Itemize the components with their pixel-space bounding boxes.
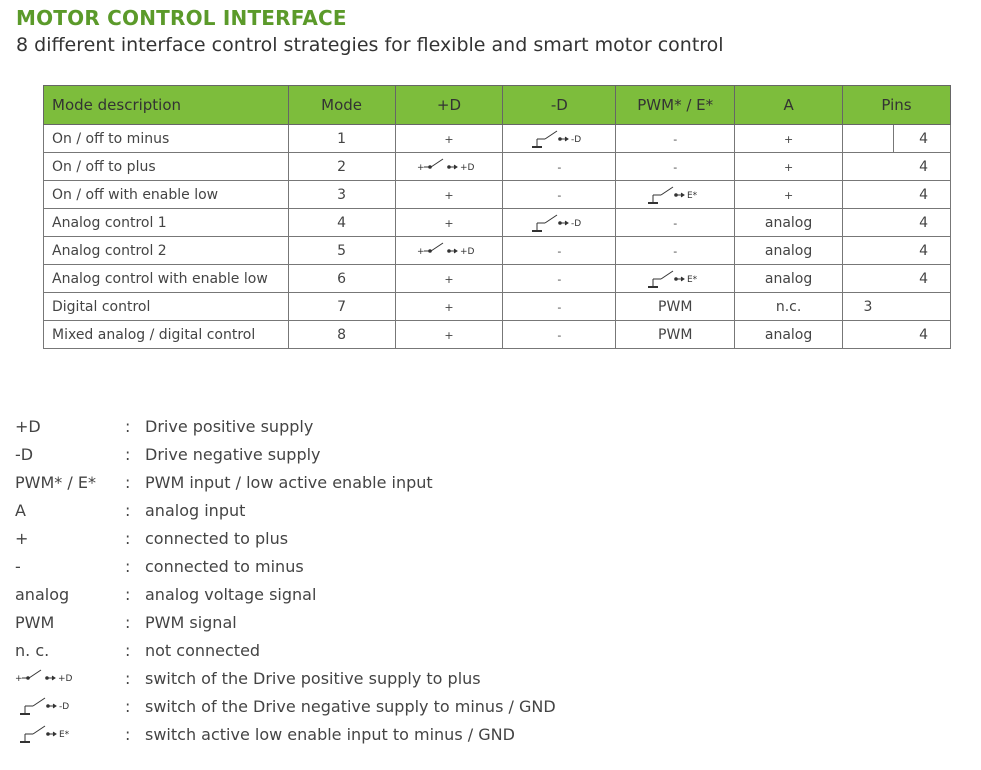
pins-split	[843, 153, 950, 180]
legend-description: switch active low enable input to minus / GND	[145, 724, 515, 744]
pins-right-value: 4	[919, 270, 928, 287]
legend-item	[15, 608, 556, 636]
cell-plus-d	[395, 125, 503, 153]
cell-plus-d	[395, 321, 503, 349]
pins-left-value: 3	[863, 298, 873, 315]
legend-description: analog voltage signal	[145, 584, 317, 604]
pins-split	[843, 237, 950, 264]
switch-plus-icon	[417, 243, 481, 259]
legend-item	[15, 440, 556, 468]
cell-plus-d-value: +	[444, 272, 454, 286]
legend-description: Drive positive supply	[145, 416, 314, 436]
switch-minus-icon	[15, 696, 79, 715]
switch-minus-icon	[527, 215, 591, 231]
cell-a-value: +	[783, 188, 794, 202]
cell-plus-d	[395, 181, 503, 209]
svg-text:-D: -D	[571, 218, 582, 229]
pins-right-value: 4	[919, 326, 928, 343]
cell-pwm-e	[616, 181, 735, 209]
cell-minus-d	[503, 265, 616, 293]
cell-minus-d	[503, 293, 616, 321]
cell-plus-d	[395, 293, 503, 321]
legend-colon: :	[125, 556, 131, 576]
table-row	[44, 209, 951, 237]
svg-text:E*: E*	[687, 190, 698, 201]
cell-minus-d-value: -	[557, 272, 562, 286]
cell-pwm-e-value: -	[673, 132, 678, 146]
col-header-plus-d: +D	[395, 86, 503, 125]
cell-pins	[843, 209, 951, 237]
page-subtitle: 8 different interface control strategies for flexible and smart motor control	[16, 34, 724, 56]
pins-split	[843, 293, 950, 320]
cell-plus-d-value: +	[444, 188, 454, 202]
legend-item	[15, 496, 556, 524]
cell-description: On / off to minus	[44, 125, 289, 153]
cell-minus-d-value: -	[557, 300, 562, 314]
col-header-pins: Pins	[843, 86, 951, 125]
cell-a-value: analog	[764, 242, 813, 259]
cell-pwm-e-value: -	[673, 244, 678, 258]
legend-description: connected to minus	[145, 556, 304, 576]
cell-minus-d	[503, 237, 616, 265]
pins-right-value: 4	[919, 130, 928, 147]
legend-description: switch of the Drive negative supply to minus / GND	[145, 696, 556, 716]
cell-pins	[843, 265, 951, 293]
table-row	[44, 153, 951, 181]
cell-pwm-e	[616, 237, 735, 265]
pins-split	[843, 181, 950, 208]
pins-right-value: 4	[919, 214, 928, 231]
cell-description: On / off to plus	[44, 153, 289, 181]
cell-pins	[843, 293, 951, 321]
legend-item	[15, 692, 556, 720]
cell-minus-d-value: -	[557, 160, 562, 174]
cell-a-value: +	[783, 132, 794, 146]
cell-plus-d	[395, 209, 503, 237]
cell-plus-d-value: +	[444, 216, 454, 230]
col-header-mode: Mode	[288, 86, 395, 125]
legend-colon: :	[125, 528, 131, 548]
cell-a	[735, 125, 843, 153]
cell-plus-d	[395, 237, 503, 265]
cell-description: Digital control	[44, 293, 289, 321]
cell-plus-d	[395, 153, 503, 181]
cell-description: Analog control 1	[44, 209, 289, 237]
legend-colon: :	[125, 584, 131, 604]
cell-pins	[843, 125, 951, 153]
col-header-pwm-e: PWM* / E*	[616, 86, 735, 125]
cell-minus-d-value: -	[557, 244, 562, 258]
svg-text:-D: -D	[571, 134, 582, 145]
cell-pwm-e	[616, 125, 735, 153]
legend-colon: :	[125, 416, 131, 436]
cell-plus-d-value: +	[444, 300, 454, 314]
legend-description: PWM signal	[145, 612, 237, 632]
cell-plus-d-value: +	[444, 132, 454, 146]
switch-minus-icon	[527, 131, 591, 147]
cell-a	[735, 293, 843, 321]
pins-split	[843, 265, 950, 292]
svg-text:+: +	[15, 674, 23, 684]
cell-minus-d-value: -	[557, 188, 562, 202]
legend-colon: :	[125, 696, 131, 716]
cell-a	[735, 153, 843, 181]
svg-text:+: +	[416, 162, 425, 173]
legend-item	[15, 580, 556, 608]
cell-a	[735, 237, 843, 265]
legend-description: not connected	[145, 640, 261, 660]
cell-minus-d	[503, 125, 616, 153]
legend-colon: :	[125, 472, 131, 492]
cell-pwm-e	[616, 153, 735, 181]
cell-a-value: +	[783, 160, 794, 174]
svg-text:E*: E*	[687, 274, 698, 285]
table-row	[44, 237, 951, 265]
cell-mode: 6	[288, 265, 395, 293]
cell-plus-d-value: +	[444, 328, 454, 342]
table-row	[44, 125, 951, 153]
cell-mode: 3	[288, 181, 395, 209]
legend-key: -	[15, 556, 21, 576]
cell-mode: 2	[288, 153, 395, 181]
cell-mode: 4	[288, 209, 395, 237]
table-row	[44, 321, 951, 349]
cell-minus-d	[503, 321, 616, 349]
legend-item	[15, 524, 556, 552]
legend-description: connected to plus	[145, 528, 289, 548]
svg-text:+D: +D	[459, 162, 475, 173]
legend-colon: :	[125, 444, 131, 464]
cell-a-value: analog	[764, 270, 813, 287]
col-header-a: A	[735, 86, 843, 125]
cell-pwm-e-value: PWM	[658, 326, 693, 343]
cell-mode: 1	[288, 125, 395, 153]
pins-right-value: 4	[919, 158, 928, 175]
cell-a	[735, 181, 843, 209]
svg-text:+: +	[416, 246, 425, 257]
table-row	[44, 181, 951, 209]
pins-right-value: 4	[919, 242, 928, 259]
cell-pwm-e	[616, 321, 735, 349]
legend-item	[15, 664, 556, 692]
legend	[15, 412, 556, 748]
col-header-description: Mode description	[44, 86, 289, 125]
legend-colon: :	[125, 500, 131, 520]
cell-pins	[843, 181, 951, 209]
svg-text:+D: +D	[459, 246, 475, 257]
svg-text:E*: E*	[59, 730, 70, 740]
legend-colon: :	[125, 724, 131, 744]
pins-split	[843, 209, 950, 236]
legend-key: PWM	[15, 612, 55, 632]
legend-key: +	[15, 528, 29, 548]
cell-description: Analog control 2	[44, 237, 289, 265]
cell-mode: 7	[288, 293, 395, 321]
col-header-minus-d: -D	[503, 86, 616, 125]
cell-a-value: n.c.	[775, 298, 802, 315]
switch-enable-icon	[643, 187, 707, 203]
switch-enable-icon	[643, 271, 707, 287]
cell-a	[735, 209, 843, 237]
mode-table	[43, 85, 951, 349]
legend-key: +D	[15, 416, 41, 436]
svg-text:-D: -D	[59, 702, 70, 712]
pins-split	[843, 125, 950, 152]
page-title: MOTOR CONTROL INTERFACE	[16, 6, 347, 30]
pins-split	[843, 321, 950, 348]
pins-right-value: 4	[919, 186, 928, 203]
switch-plus-icon	[417, 159, 481, 175]
cell-a	[735, 321, 843, 349]
table-row	[44, 293, 951, 321]
cell-pins	[843, 321, 951, 349]
cell-pwm-e	[616, 293, 735, 321]
legend-key	[15, 695, 125, 717]
legend-key: analog	[15, 584, 70, 604]
cell-pwm-e-value: PWM	[658, 298, 693, 315]
cell-description: Mixed analog / digital control	[44, 321, 289, 349]
cell-description: On / off with enable low	[44, 181, 289, 209]
legend-key: A	[15, 500, 26, 520]
legend-key	[15, 667, 125, 689]
cell-description: Analog control with enable low	[44, 265, 289, 293]
switch-enable-icon	[15, 724, 79, 743]
legend-colon: :	[125, 640, 131, 660]
cell-mode: 5	[288, 237, 395, 265]
cell-a-value: analog	[764, 326, 813, 343]
legend-key: n. c.	[15, 640, 50, 660]
legend-item	[15, 552, 556, 580]
cell-plus-d	[395, 265, 503, 293]
cell-mode: 8	[288, 321, 395, 349]
table-row	[44, 265, 951, 293]
cell-pwm-e	[616, 209, 735, 237]
cell-minus-d	[503, 153, 616, 181]
legend-description: switch of the Drive positive supply to plus	[145, 668, 481, 688]
cell-pwm-e	[616, 265, 735, 293]
legend-key: PWM* / E*	[15, 472, 96, 492]
legend-item	[15, 412, 556, 440]
legend-key: -D	[15, 444, 34, 464]
legend-colon: :	[125, 612, 131, 632]
cell-minus-d	[503, 181, 616, 209]
svg-text:+D: +D	[58, 674, 73, 684]
legend-colon: :	[125, 668, 131, 688]
switch-plus-icon	[15, 668, 79, 687]
cell-minus-d	[503, 209, 616, 237]
legend-description: Drive negative supply	[145, 444, 321, 464]
legend-item	[15, 468, 556, 496]
table-header-row	[44, 86, 951, 125]
legend-description: analog input	[145, 500, 246, 520]
legend-item	[15, 636, 556, 664]
cell-pins	[843, 237, 951, 265]
cell-a	[735, 265, 843, 293]
cell-pwm-e-value: -	[673, 216, 678, 230]
legend-item	[15, 720, 556, 748]
legend-description: PWM input / low active enable input	[145, 472, 433, 492]
cell-minus-d-value: -	[557, 328, 562, 342]
cell-pwm-e-value: -	[673, 160, 678, 174]
legend-key	[15, 723, 125, 745]
cell-a-value: analog	[764, 214, 813, 231]
cell-pins	[843, 153, 951, 181]
